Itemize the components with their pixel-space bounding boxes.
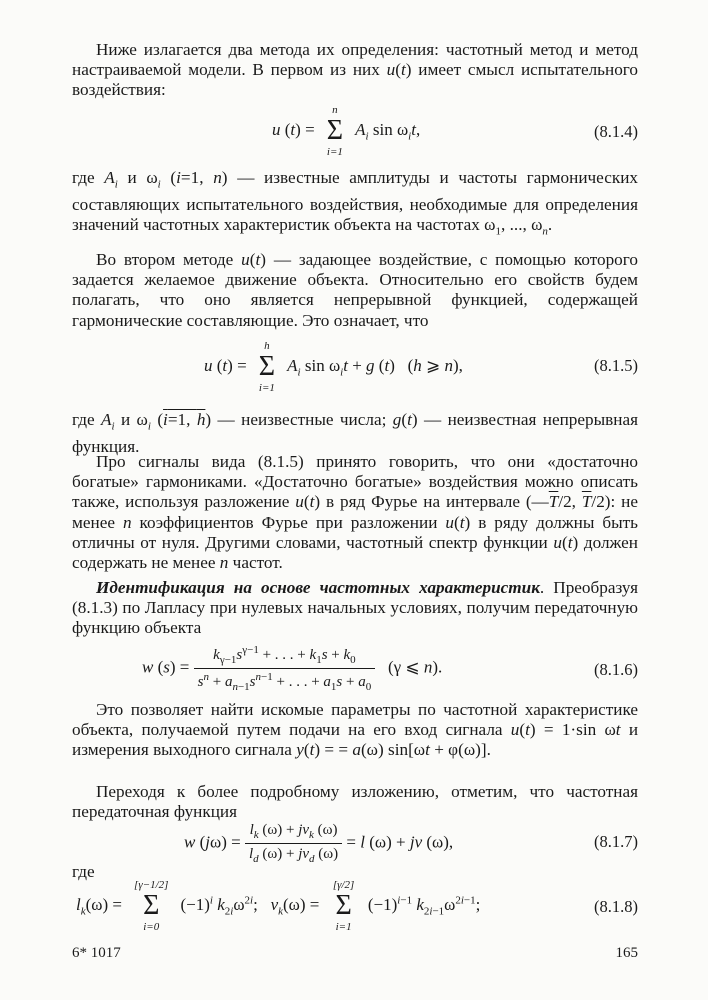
paragraph-1: Ниже излагается два метода их определения: частотный метод и метод настраиваемой модели. В первом из них u(t) имеет смысл испытательного воздействия: xyxy=(72,40,638,100)
paragraph-5: Про сигналы вида (8.1.5) принято говорить, что они «достаточно богатые» гармониками. «Достаточно богатые» воздействия можно описать также, используя разложение u(t) в ряд Фурье на интервале ($—\overline{T}/2$, $\overline{T}/2$): не менее n коэффициентов Фурье при разложении u(t) в ряду должны быть отличны от нуля. Другими словами, частотный спектр функции u(t) должен содержать не менее n частот. xyxy=(72,452,638,573)
printer-signature: 6* 1017 xyxy=(72,945,121,961)
equation-number: (8.1.6) xyxy=(594,660,638,679)
equation-number: (8.1.8) xyxy=(594,897,638,916)
equation-number: (8.1.4) xyxy=(594,122,638,141)
section-heading: Идентификация на основе частотных характеристик xyxy=(96,578,540,597)
equation-8-1-8: $l_k(\omega)$ = [γ−1/2] Σ i=0 $(-1)^i$ $k_{2i}\omega^{2i}$; $v_k(\omega)$ = [γ/2] Σ i=1 $(-1)^{i-1}$ $k_{2i-1}\omega^{2i-1}$; (8.1.8) xyxy=(76,879,638,933)
equation-number: (8.1.5) xyxy=(594,356,638,375)
equation-8-1-4: u (t) = n Σ i=1 $A_i$ $\sin \omega_it$, (8.1.4) xyxy=(272,104,638,158)
page-number: 165 xyxy=(615,945,638,961)
equation-8-1-6: w (s) = $\frac{k_{\gamma-1}s^{\gamma-1} + . . . + k_1s + k_0}{s^n + a_{n-1}s^{n-1} + . . . + a_1s + a_0}$ (γ ⩽ n). (8.1.6) xyxy=(142,644,638,693)
paragraph-7: Это позволяет найти искомые параметры по частотной характеристике объекта, получаемой путем подачи на его вход сигнала u(t) = 1·sin ωt и измерения выходного сигнала y(t) = = a(ω) sin[ωt + φ(ω)]. xyxy=(72,700,639,760)
equation-number: (8.1.7) xyxy=(594,832,638,851)
paragraph-9: где xyxy=(72,862,95,881)
paragraph-6: Идентификация на основе частотных характеристик. Преобразуя (8.1.3) по Лапласу при нулевых начальных условиях, получим передаточную функцию объекта xyxy=(72,578,638,638)
paragraph-4: где $A_i$ и $\omega_i$ (i=1, h) — неизвестные числа; g(t) — неизвестная непрерывная функция. xyxy=(72,410,638,456)
paragraph-2: где $A_i$ и $\omega_i$ (i=1, n) — известные амплитуды и частоты гармонических составляющих испытательного воздействия, необходимые для определения значений частотных характеристик объекта на частотах $\omega_1$, ..., $\omega_n$. xyxy=(72,168,639,238)
paragraph-3: Во втором методе u(t) — задающее воздействие, с помощью которого задается желаемое движение объекта. Относительно его свойств будем полагать, что оно является непрерывной функцией, содержащей гармонические составляющие. Это означает, что xyxy=(72,250,638,330)
equation-8-1-5: u (t) = h Σ i=1 $A_i$ $\sin \omega_it + g$ (t) (h ⩾ n), (8.1.5) xyxy=(204,340,638,394)
paragraph-8: Переходя к более подробному изложению, отметим, что частотная передаточная функция xyxy=(72,782,638,822)
equation-8-1-7: w (jω) = $\frac{l_k (\omega) + jv_k (\omega)}{l_d (\omega) + jv_d (\omega)}$ = l (ω) + jv (ω), (8.1.7) xyxy=(184,822,638,865)
